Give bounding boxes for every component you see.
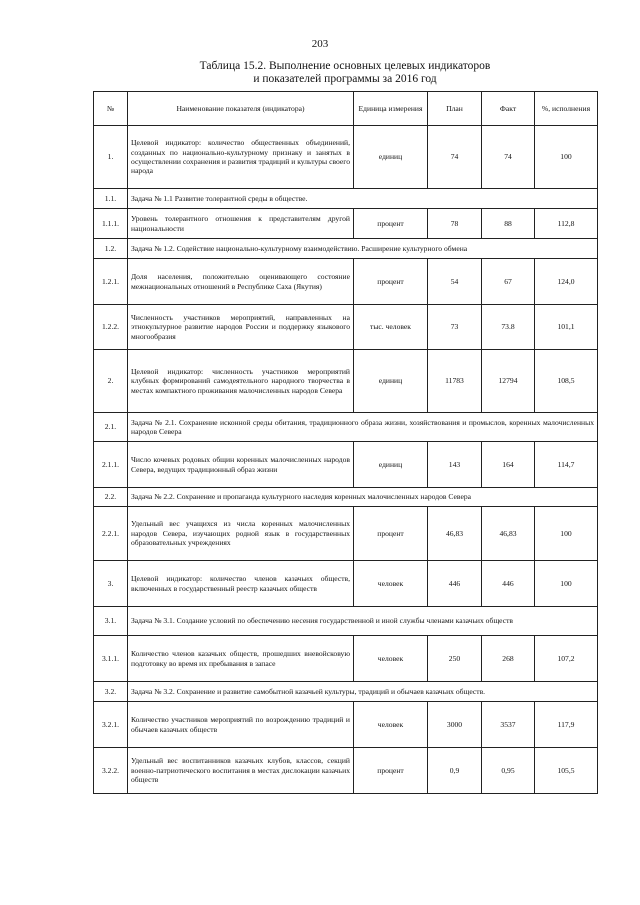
unit-cell: человек	[354, 561, 428, 607]
plan-cell: 74	[428, 126, 482, 189]
table-row	[94, 636, 598, 682]
row-number: 2.	[94, 350, 128, 413]
table-header-row	[94, 92, 598, 126]
header-fact: Факт	[482, 92, 535, 126]
percent-cell: 100	[535, 507, 598, 561]
indicator-name: Уровень толерантного отношения к представителям другой национальности	[128, 209, 354, 239]
unit-cell: единиц	[354, 126, 428, 189]
indicator-name: Целевой индикатор: количество членов казачьих обществ, включенных в государственный реестр казачьих обществ	[128, 561, 354, 607]
row-number: 1.1.	[94, 189, 128, 209]
row-number: 3.2.2.	[94, 748, 128, 794]
fact-cell: 446	[482, 561, 535, 607]
fact-cell: 73.8	[482, 305, 535, 350]
fact-cell: 3537	[482, 702, 535, 748]
fact-cell: 88	[482, 209, 535, 239]
fact-cell: 164	[482, 442, 535, 488]
plan-cell: 143	[428, 442, 482, 488]
page-number: 203	[311, 38, 329, 50]
row-number: 3.2.	[94, 682, 128, 702]
row-number: 3.1.	[94, 607, 128, 636]
indicator-name: Численность участников мероприятий, направленных на этнокультурное развитие народов России и поддержку языкового многообразия	[128, 305, 354, 350]
indicator-name: Количество членов казачьих обществ, прошедших вневойсковую подготовку во время их пребывания в запасе	[128, 636, 354, 682]
indicator-name: Количество участников мероприятий по возрождению традиций и обычаев казачьих обществ	[128, 702, 354, 748]
percent-cell: 117,9	[535, 702, 598, 748]
table-row	[94, 442, 598, 488]
fact-cell: 268	[482, 636, 535, 682]
plan-cell: 3000	[428, 702, 482, 748]
indicator-name: Число кочевых родовых общин коренных малочисленных народов Севера, ведущих традиционный образ жизни	[128, 442, 354, 488]
unit-cell: человек	[354, 636, 428, 682]
task-text: Задача № 2.1. Сохранение исконной среды обитания, традиционного образа жизни, хозяйствования и промыслов, коренных малочисленных народов Севера	[128, 413, 598, 442]
row-number: 3.	[94, 561, 128, 607]
table-row	[94, 702, 598, 748]
percent-cell: 112,8	[535, 209, 598, 239]
percent-cell: 105,5	[535, 748, 598, 794]
plan-cell: 250	[428, 636, 482, 682]
table-row	[94, 126, 598, 189]
indicators-table	[93, 91, 598, 794]
indicator-name: Доля населения, положительно оценивающего состояние межнациональных отношений в Республике Саха (Якутия)	[128, 259, 354, 305]
task-text: Задача № 1.2. Содействие национально-культурному взаимодействию. Расширение культурного обмена	[128, 239, 598, 259]
caption-line-1: Таблица 15.2. Выполнение основных целевых индикаторов	[199, 60, 491, 72]
unit-cell: процент	[354, 507, 428, 561]
indicator-name: Удельный вес учащихся из числа коренных малочисленных народов Севера, изучающих родной язык в государственных образовательных учреждениях	[128, 507, 354, 561]
row-number: 1.	[94, 126, 128, 189]
percent-cell: 114,7	[535, 442, 598, 488]
table-row	[94, 350, 598, 413]
unit-cell: человек	[354, 702, 428, 748]
fact-cell: 74	[482, 126, 535, 189]
task-row	[94, 413, 598, 442]
percent-cell: 124,0	[535, 259, 598, 305]
row-number: 1.1.1.	[94, 209, 128, 239]
task-row	[94, 189, 598, 209]
row-number: 3.2.1.	[94, 702, 128, 748]
caption-line-2: и показателей программы за 2016 год	[253, 73, 437, 85]
indicator-name: Целевой индикатор: количество общественных объединений, созданных по национально-культурному признаку и занятых в осуществлении сохранения и развития традиций и культуры своего народа	[128, 126, 354, 189]
indicator-name: Удельный вес воспитанников казачьих клубов, классов, секций военно-патриотического воспитания в местах дислокации казачьих обществ	[128, 748, 354, 794]
percent-cell: 100	[535, 561, 598, 607]
table-row	[94, 507, 598, 561]
table-body	[94, 126, 598, 794]
row-number: 1.2.2.	[94, 305, 128, 350]
plan-cell: 54	[428, 259, 482, 305]
task-row	[94, 682, 598, 702]
plan-cell: 446	[428, 561, 482, 607]
plan-cell: 78	[428, 209, 482, 239]
table-row	[94, 305, 598, 350]
table-row	[94, 209, 598, 239]
percent-cell: 101,1	[535, 305, 598, 350]
header-number: №	[94, 92, 128, 126]
percent-cell: 100	[535, 126, 598, 189]
task-text: Задача № 3.1. Создание условий по обеспечению несения государственной и иной службы членами казачьих обществ	[128, 607, 598, 636]
row-number: 2.1.	[94, 413, 128, 442]
unit-cell: процент	[354, 259, 428, 305]
unit-cell: единиц	[354, 442, 428, 488]
row-number: 2.2.	[94, 488, 128, 507]
row-number: 1.2.1.	[94, 259, 128, 305]
unit-cell: единиц	[354, 350, 428, 413]
plan-cell: 46,83	[428, 507, 482, 561]
plan-cell: 11783	[428, 350, 482, 413]
unit-cell: процент	[354, 748, 428, 794]
fact-cell: 46,83	[482, 507, 535, 561]
fact-cell: 12794	[482, 350, 535, 413]
plan-cell: 73	[428, 305, 482, 350]
unit-cell: тыс. человек	[354, 305, 428, 350]
row-number: 3.1.1.	[94, 636, 128, 682]
header-percent: %, исполнения	[535, 92, 598, 126]
task-row	[94, 488, 598, 507]
table-row	[94, 561, 598, 607]
fact-cell: 67	[482, 259, 535, 305]
task-text: Задача № 1.1 Развитие толерантной среды в обществе.	[128, 189, 598, 209]
indicator-name: Целевой индикатор: численность участников мероприятий клубных формирований самодеятельного народного творчества в местах компактного проживания малочисленных народов Севера	[128, 350, 354, 413]
task-text: Задача № 2.2. Сохранение и пропаганда культурного наследия коренных малочисленных народов Севера	[128, 488, 598, 507]
percent-cell: 107,2	[535, 636, 598, 682]
row-number: 1.2.	[94, 239, 128, 259]
table-row	[94, 748, 598, 794]
row-number: 2.2.1.	[94, 507, 128, 561]
task-row	[94, 239, 598, 259]
unit-cell: процент	[354, 209, 428, 239]
table-row	[94, 259, 598, 305]
percent-cell: 108,5	[535, 350, 598, 413]
task-row	[94, 607, 598, 636]
row-number: 2.1.1.	[94, 442, 128, 488]
table-caption	[95, 60, 595, 86]
fact-cell: 0,95	[482, 748, 535, 794]
header-indicator-name: Наименование показателя (индикатора)	[128, 92, 354, 126]
header-unit: Единица измерения	[354, 92, 428, 126]
task-text: Задача № 3.2. Сохранение и развитие самобытной казачьей культуры, традиций и обычаев казачьих обществ.	[128, 682, 598, 702]
plan-cell: 0,9	[428, 748, 482, 794]
header-plan: План	[428, 92, 482, 126]
